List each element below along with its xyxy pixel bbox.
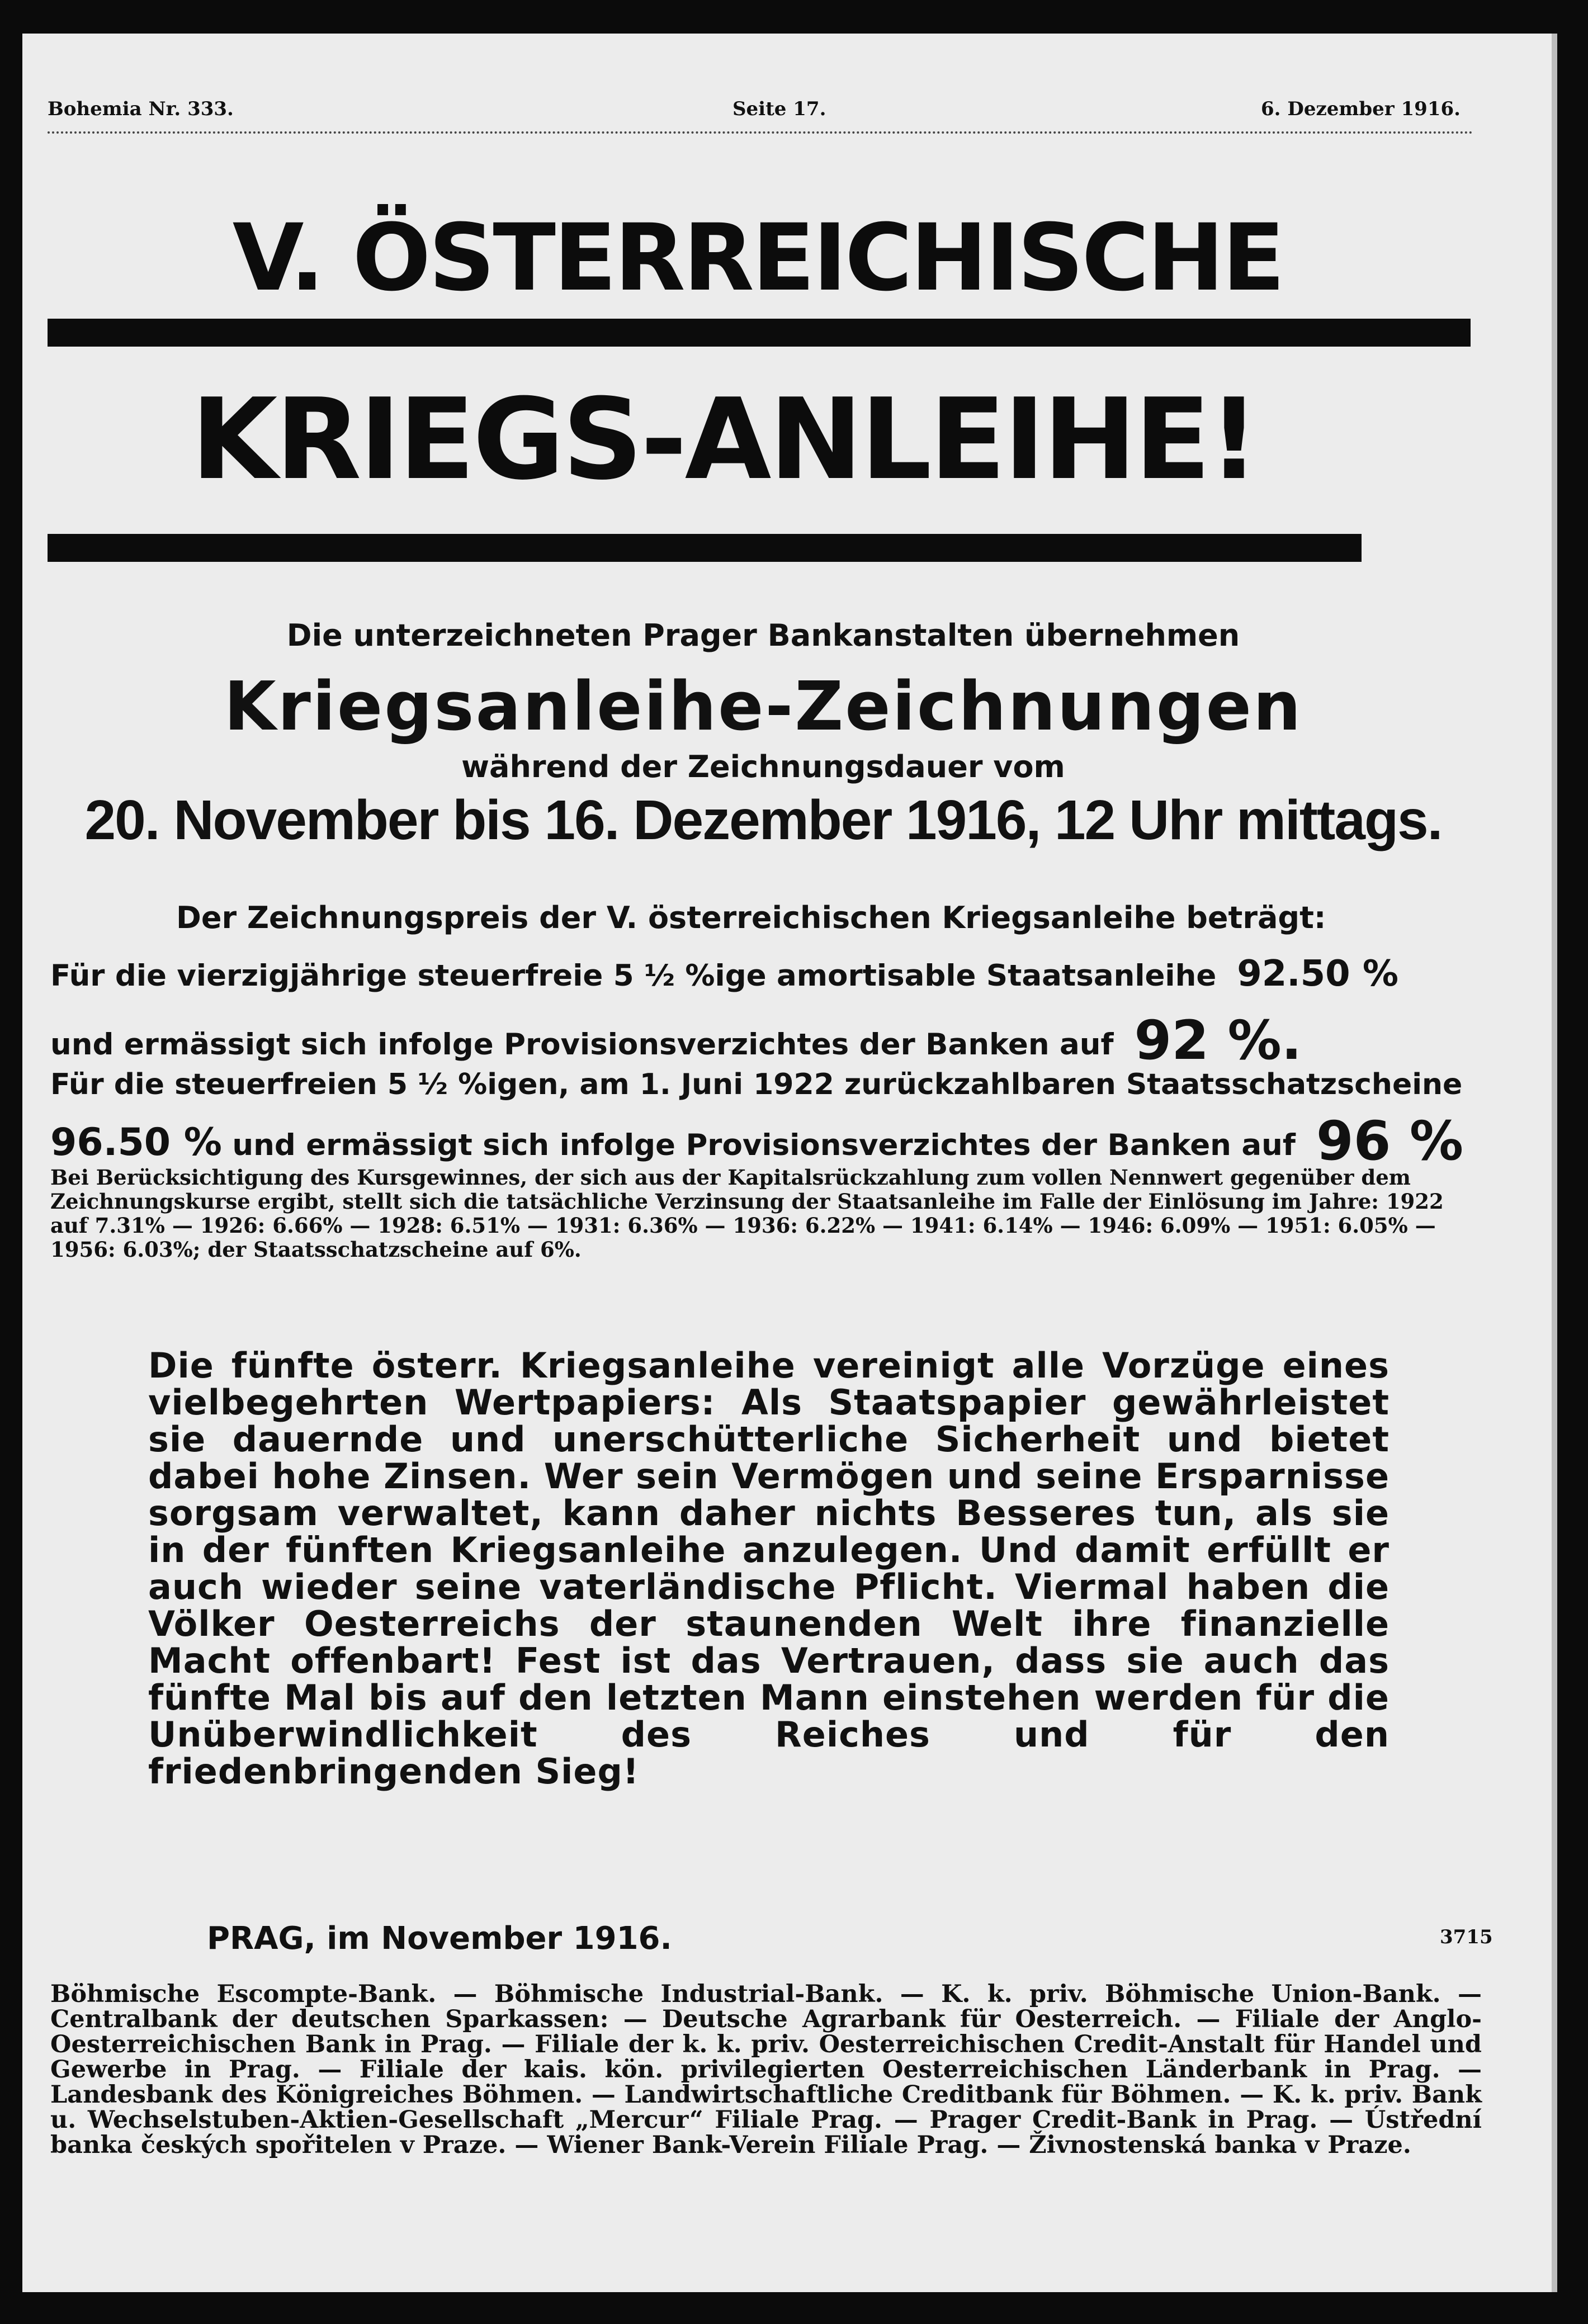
bond-reduced-line xyxy=(50,1009,1302,1072)
notes-price-line xyxy=(50,1110,1463,1172)
running-head-rule xyxy=(48,131,1473,134)
headline-rule-bottom xyxy=(48,534,1362,562)
running-head-issue: Bohemia Nr. 333. xyxy=(48,98,234,120)
intro-line-1: Die unterzeichneten Prager Bankanstalten übernehmen xyxy=(286,618,1240,653)
newspaper-page xyxy=(22,34,1557,2292)
subscription-period: 20. November bis 16. Dezember 1916, 12 Uhr mittags. xyxy=(84,789,1442,851)
signoff: PRAG, im November 1916. xyxy=(207,1920,672,1957)
notes-reduced-price: 96 % xyxy=(1316,1110,1464,1172)
headline-line-1: V. ÖSTERREICHISCHE xyxy=(232,204,1283,311)
main-paragraph: Die fünfte österr. Kriegsanleihe vereinigt alle Vorzüge eines vielbegehrten Wertpapiers: Als Staatspapier gewährleistet sie dauernde und unerschütterliche Sicherheit und bietet dabei hohe Zinsen. Wer sein Vermögen und seine Ersparnisse sorgsam verwaltet, kann daher nichts Besseres tun, als sie in der fünften Kriegsanleihe anzulegen. Und damit erfüllt er auch wieder seine vaterländische Pflicht. Viermal haben die Völker Oesterreichs der staunenden Welt ihre finanzielle Macht offenbart! Fest ist das Vertrauen, dass sie auch das fünfte Mal bis auf den letzten Mann einstehen werden für die Unüberwindlichkeit des Reiches und für den friedenbringenden Sieg! xyxy=(148,1345,1390,1792)
bond-reduced-price: 92 %. xyxy=(1134,1009,1302,1072)
bank-list: Böhmische Escompte-Bank. — Böhmische Industrial-Bank. — K. k. priv. Böhmische Union-Bank. — Centralbank der deutschen Sparkassen: — Deutsche Agrarbank für Oesterreich. — Filiale der Anglo-Oesterreichischen Bank in Prag. — Filiale der k. k. priv. Oesterreichischen Credit-Anstalt für Handel und Gewerbe in Prag. — Filiale der kais. kön. privilegierten Oesterreichischen Länderbank in Prag. — Landesbank des Königreiches Böhmen. — Landwirtschaftliche Creditbank für Böhmen. — K. k. priv. Bank u. Wechselstuben-Aktien-Gesellschaft „Mercur“ Filiale Prag. — Prager Credit-Bank in Prag. — Ústřední banka českých spořitelen v Praze. — Wiener Bank-Verein Filiale Prag. — Živnostenská banka v Praze. xyxy=(50,1980,1482,2159)
bond-reduced-text: und ermässigt sich infolge Provisionsverzichtes der Banken auf xyxy=(50,1028,1114,1062)
running-head-page: Seite 17. xyxy=(732,98,826,120)
headline-line-2: KRIEGS-ANLEIHE! xyxy=(191,375,1258,505)
ad-code: 3715 xyxy=(1440,1926,1493,1948)
yield-conditions: Bei Berücksichtigung des Kursgewinnes, der sich aus der Kapitalsrückzahlung zum vollen Nennwert gegenüber dem Zeichnungskurse ergibt, stellt sich die tatsächliche Verzinsung der Staatsanleihe im Falle der Einlösung im Jahre: 1922 auf 7.31% — 1926: 6.66% — 1928: 6.51% — 1931: 6.36% — 1936: 6.22% — 1941: 6.14% — 1946: 6.09% — 1951: 6.05% — 1956: 6.03%; der Staatsschatzscheine auf 6%. xyxy=(50,1165,1444,1262)
bond-description: Für die vierzigjährige steuerfreie 5 ½ %ige amortisable Staatsanleihe xyxy=(50,959,1217,993)
intro-line-3: während der Zeichnungsdauer vom xyxy=(461,749,1065,784)
running-head xyxy=(48,98,1473,154)
pricing-heading: Der Zeichnungspreis der V. österreichischen Kriegsanleihe beträgt: xyxy=(176,900,1326,935)
intro-title: Kriegsanleihe-Zeichnungen xyxy=(224,668,1303,746)
notes-reduced-text: und ermässigt sich infolge Provisionsverzichtes der Banken auf xyxy=(232,1128,1296,1162)
headline-rule-top xyxy=(48,319,1471,347)
bond-price: 92.50 % xyxy=(1237,953,1399,995)
running-head-date: 6. Dezember 1916. xyxy=(1261,98,1461,120)
bond-line xyxy=(50,953,1398,995)
notes-line: Für die steuerfreien 5 ½ %igen, am 1. Juni 1922 zurückzahlbaren Staatsschatzscheine xyxy=(50,1068,1463,1101)
notes-price: 96.50 % xyxy=(50,1120,222,1165)
